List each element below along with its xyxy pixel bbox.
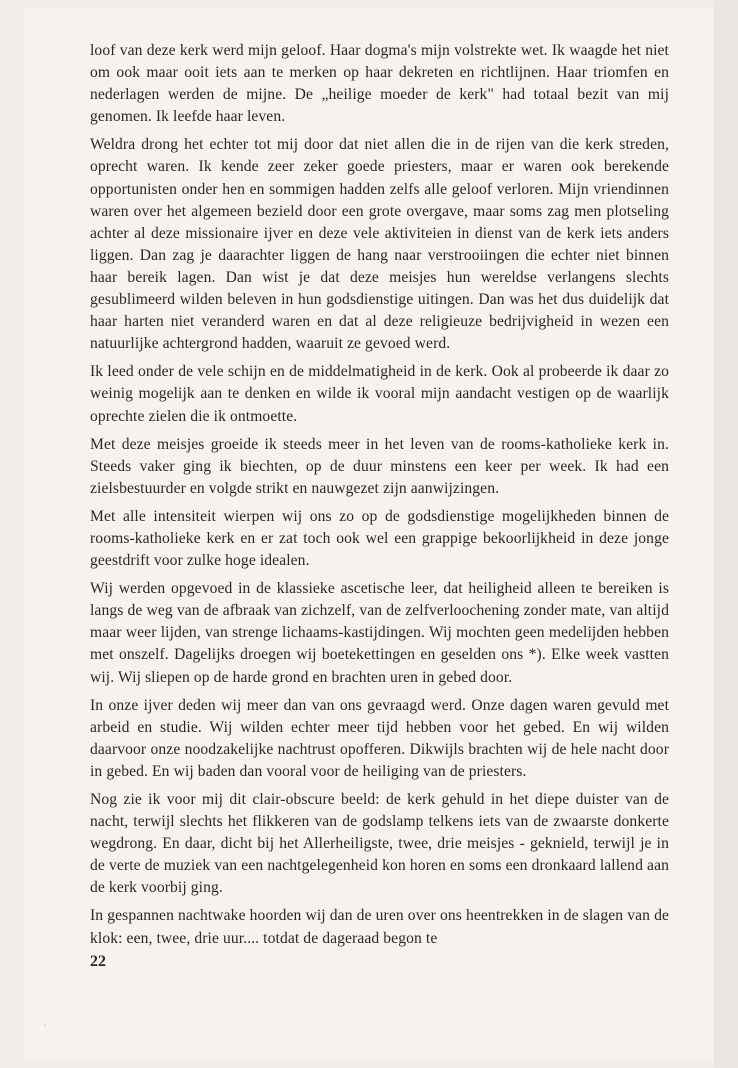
paragraph-6: Wij werden opgevoed in de klassieke ascetische leer, dat heiligheid alleen te bereiken is langs de weg van de afbraak van zichzelf, van de zelfverloochening zonder mate, van altijd maar weer lijden, van strenge lichaams-kastijdingen. Wij mochten geen medelijden hebben met onszelf. Dagelijks droegen wij boetekettingen en geselden ons *). Elke week vastten wij. Wij sliepen op de harde grond en brachten uren in gebed door. — [90, 580, 669, 686]
page-number: 22 — [90, 953, 106, 970]
paragraph-3: Ik leed onder de vele schijn en de middelmatigheid in de kerk. Ook al probeerde ik daar zo weinig mogelijk aan te denken en wilde ik vooral mijn aandacht vestigen op de waarlijk oprechte zielen die ik ontmoette. — [90, 363, 669, 425]
paragraph-7: In onze ijver deden wij meer dan van ons gevraagd werd. Onze dagen waren gevuld met arbeid en studie. Wij wilden echter meer tijd hebben voor het gebed. En wij wilden daarvoor onze noodzakelijke nachtrust opofferen. Dikwijls brachten wij de hele nacht door in gebed. En wij baden dan vooral voor de heiliging van de priesters. — [90, 696, 669, 780]
scan-edge — [714, 0, 738, 1068]
paragraph-9: In gespannen nachtwake hoorden wij dan de uren over ons heentrekken in de slagen van de klok: een, twee, drie uur.... totdat de dageraad begon te — [90, 907, 669, 947]
paragraph-5: Met alle intensiteit wierpen wij ons zo op de godsdienstige mogelijkheden binnen de rooms-katholieke kerk en er zat toch ook wel een grappige bekoorlijkheid in deze jonge geestdrift voor zulke hoge idealen. — [90, 507, 669, 570]
paragraph-4: Met deze meisjes groeide ik steeds meer in het leven van de rooms-katholieke kerk in. Steeds vaker ging ik biechten, op de duur minstens een keer per week. Ik had een zielsbestuurder en volgde strikt en nauwgezet zijn aanwijzingen. — [90, 435, 669, 497]
body-text — [90, 40, 669, 956]
paragraph-1: loof van deze kerk werd mijn geloof. Haar dogma's mijn volstrekte wet. Ik waagde het niet om ook maar ooit iets aan te merken op haar dekreten en richtlijnen. Haar triomfen en nederlagen werden de mijne. De „heilige moeder de kerk" had totaal bezit van mij genomen. Ik leefde haar leven. — [90, 42, 669, 126]
paragraph-8: Nog zie ik voor mij dit clair-obscure beeld: de kerk gehuld in het diepe duister van de nacht, terwijl slechts het flikkeren van de godslamp telkens iets van de zwaarste donkerte wegdrong. En daar, dicht bij het Allerheiligste, twee, drie meisjes - geknield, terwijl je in de verte de muziek van een nachtgelegenheid kon horen en soms een dronkaard lallend aan de kerk voorbij ging. — [90, 791, 669, 897]
paragraph-2: Weldra drong het echter tot mij door dat niet allen die in de rijen van die kerk streden, oprecht waren. Ik kende zeer zeker goede priesters, maar er waren ook berekende opportunisten onder hen en sommigen hadden zelfs alle geloof verloren. Mijn vriendinnen waren over het algemeen bezield door een grote overgave, maar soms zag men plotseling achter al deze missionaire ijver en deze vele aktiviteien in dienst van de kerk iets anders liggen. Dan zag je daarachter liggen de hang naar verstrooiingen die echter niet binnen haar bereik lagen. Dan wist je dat deze meisjes hun wereldse verlangens slechts gesublimeerd wilden beleven in hun godsdienstige uitingen. Dan was het dus duidelijk dat haar harten niet veranderd waren en dat al deze religieuze bedrijvigheid in wezen een natuurlijke achtergrond hadden, waaruit ze gevoed werd. — [90, 136, 669, 353]
scan-speck: · — [43, 1018, 47, 1032]
